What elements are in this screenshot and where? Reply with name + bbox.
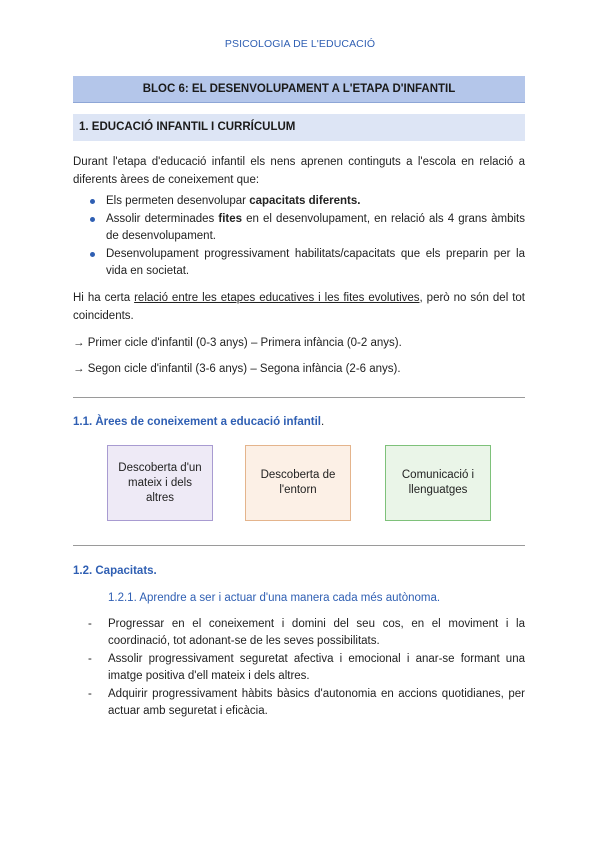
section-1-1-title [73,416,324,428]
section-1-1-title-suffix: . [320,416,325,428]
list-item [88,651,525,685]
capacities-list [88,616,525,721]
capacity-text: Progressar en el coneixement i domini del seu cos, en el moviment i la coordinació, tot adonant-se de les seves possibilitats. [108,618,525,647]
area-box-environment [245,445,351,521]
bullet-icon [90,217,95,222]
bullet-emphasis: fites [218,213,243,225]
dash-marker: - [88,618,92,630]
bullet-text: Assolir determinades [106,213,219,225]
area-box-self [107,445,213,521]
section-1-2-1-title: 1.2.1. Aprendre a ser i actuar d'una manera cada més autònoma. [108,592,441,604]
area-label: Descoberta d'un mateix i dels altres [118,461,202,504]
section-1-title: 1. EDUCACIÓ INFANTIL I CURRÍCULUM [73,114,525,141]
dash-marker: - [88,653,92,665]
list-item [88,616,525,650]
list-item [88,211,525,245]
capacity-text: Adquirir progressivament hàbits bàsics d'autonomia en accions quotidianes, per actuar amb seguretat i eficàcia. [108,688,525,717]
relation-underlined: relació entre les etapes educatives i les fites evolutives [134,292,420,304]
bullet-text: Desenvolupament progressivament habilitats/capacitats que els preparin per la vida en societat. [106,248,525,277]
bloc-title: BLOC 6: EL DESENVOLUPAMENT A L'ETAPA D'INFANTIL [73,76,525,103]
section-1-2-title: 1.2. Capacitats. [73,565,157,577]
section-1-intro: Durant l'etapa d'educació infantil els nens aprenen continguts a l'escola en relació a diferents àrees de coneixement que: [73,156,525,186]
bullet-icon [90,252,95,257]
dash-marker: - [88,688,92,700]
area-box-communication [385,445,491,521]
list-item [88,686,525,720]
capacity-text: Assolir progressivament seguretat afectiva i emocional i anar-se formant una imatge positiva d'ell mateix i dels altres. [108,653,525,682]
list-item [88,193,525,210]
divider [73,545,525,546]
relation-text: Hi ha certa [73,292,135,304]
cycle-line-2: → Segon cicle d'infantil (3-6 anys) – Segona infància (2-6 anys). [73,363,401,375]
bullet-emphasis: capacitats diferents. [249,195,361,207]
area-label: Comunicació i llenguatges [401,469,475,496]
relation-paragraph [73,289,525,325]
section-1-1-title-text: 1.1. Àrees de coneixement a educació infantil [73,416,321,428]
list-item [88,246,525,280]
divider [73,397,525,398]
bullet-icon [90,199,95,204]
relation-text: , però no són del tot coincidents. [73,292,525,322]
area-label: Descoberta de l'entorn [260,469,336,496]
running-header: PSICOLOGIA DE L'EDUCACIÓ [224,38,376,50]
bullet-text: en el desenvolupament, en relació als 4 grans àmbits de desenvolupament. [106,213,525,242]
cycle-line-1: → Primer cicle d'infantil (0-3 anys) – Primera infància (0-2 anys). [73,337,402,349]
bullet-text: Els permeten desenvolupar [106,195,250,207]
bullet-list [88,193,525,281]
